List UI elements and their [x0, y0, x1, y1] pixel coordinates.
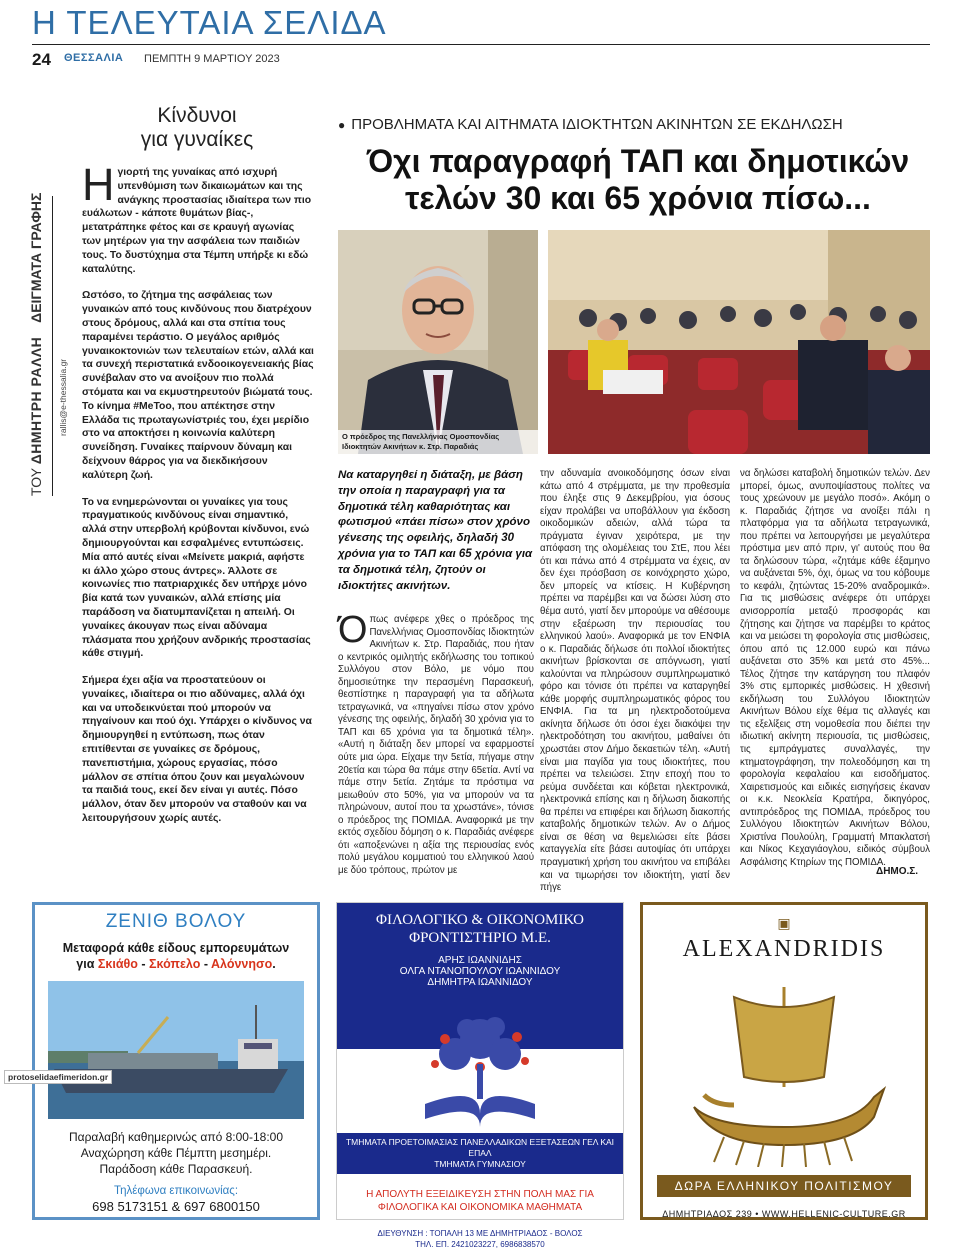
column-paragraph: Ηγιορτή της γυναίκας από ισχυρή υπενθύμιση των δικαιωμάτων και της ανάγκης προστασίας ιδιαίτερα των πιο ευάλωτων - κάποτε θυμάτων βίας-, μετατράπηκε φέτος και σε κραυγή αγωνίας των μητέρων για την ασφάλεια των παιδιών τους. Το δυστύχημα στα Τέμπη υπήρξε κι εδώ καταλύτης.: [82, 159, 312, 275]
byline-text: [28, 186, 44, 496]
column-paragraph: Σήμερα έχει αξία να προστατεύουν οι γυναίκες, ιδιαίτερα οι πιο αδύναμες, αλλά όχι και να υποδεικνύεται πού μπορούν να πηγαίνουν και πού όχι. Υπάρχει ο κίνδυνος να δημιουργηθεί η εντύπωση, πως όταν επιτίθενται σε γυναίκες σε δρόμους, πανεπιστήμια, χώρους εργασίας, πόσο μάλλον σε σπίτια όπου ζουν και μεγαλώνουν τα παιδιά τους, εκεί δεν είναι γι αυτές. Πόσο μάλλον, όταν δεν μπορούν να σταθούν και να λειτουργήσουν χωρίς αυτές.: [82, 675, 312, 825]
article-lede: Να καταργηθεί η διάταξη, με βάση την οποία η παραγραφή για τα δημοτικά τέλη καθαριότητας και φωτισμού «πάει πίσω» στον χρόνο γένεσης της οφειλής, δηλαδή 30 χρόνια για το ΤΑΠ και 65 χρόνια για τα δημοτικά τέλη, ζητούν οι ιδιοκτήτες ακινήτων.: [338, 469, 533, 592]
zenith-schedule: [35, 1129, 317, 1177]
page-number: 24: [32, 50, 51, 69]
zenith-line1: Μεταφορά κάθε είδους εμπορευμάτων: [62, 941, 290, 955]
school-band-line: ΤΜΗΜΑΤΑ ΓΥΜΝΑΣΙΟΥ: [434, 1159, 526, 1169]
school-contact: [337, 1228, 623, 1250]
school-title: ΦΡΟΝΤΙΣΤΗΡΙΟ Μ.Ε.: [409, 930, 551, 946]
zenith-info: Αναχώρηση κάθε Πέμπτη μεσημέρι.: [80, 1146, 272, 1160]
ad-school[interactable]: [336, 902, 624, 1249]
school-slogan: [337, 1188, 623, 1214]
school-slogan-line: Η ΑΠΟΛΥΤΗ ΕΞΕΙΔΙΚΕΥΣΗ ΣΤΗΝ ΠΟΛΗ ΜΑΣ ΓΙΑ: [366, 1189, 594, 1200]
meander-icon: ▣: [777, 915, 791, 931]
school-name: ΟΛΓΑ ΝΤΑΝΟΠΟΥΛΟΥ ΙΩΑΝΝΙΔΟΥ: [399, 966, 561, 977]
ad-zenith[interactable]: [32, 902, 320, 1220]
column-title: [82, 104, 312, 152]
article-signature: ΔΗΜΟ.Σ.: [876, 866, 919, 877]
book-tree-icon: [405, 1009, 555, 1129]
header-rule: [32, 44, 930, 45]
article-kicker: ● ΠΡΟΒΛΗΜΑΤΑ ΚΑΙ ΑΙΤΗΜΑΤΑ ΙΔΙΟΚΤΗΤΩΝ ΑΚΙΝΗΤΩΝ ΣΕ ΕΚΔΗΛΩΣΗ: [338, 116, 843, 133]
school-slogan-line: ΦΙΛΟΛΟΓΙΚΑ ΚΑΙ ΟΙΚΟΝΟΜΙΚΑ ΜΑΘΗΜΑΤΑ: [377, 1202, 583, 1213]
byline-author: ΔΗΜΗΤΡΗ ΡΑΛΛΗ: [28, 336, 44, 465]
school-band: [337, 1133, 623, 1174]
watermark: protoselidaefimeridon.gr: [4, 1070, 112, 1084]
portrait-image: [338, 230, 538, 454]
issue-date: ΠΕΜΠΤΗ 9 ΜΑΡΤΙΟΥ 2023: [144, 53, 280, 65]
column-title-line: Κίνδυνοι: [157, 104, 237, 127]
paper-name: ΘΕΣΣΑΛΙΑ: [64, 52, 124, 64]
school-title: ΦΙΛΟΛΟΓΙΚΟ & ΟΙΚΟΝΟΜΙΚΟ: [376, 912, 584, 928]
headline-line: τελών 30 και 65 χρόνια πίσω...: [405, 180, 871, 216]
column-body: [82, 159, 314, 839]
audience-photo: [548, 230, 930, 454]
column-paragraph: Ωστόσο, το ζήτημα της ασφάλειας των γυναικών από τους κινδύνους που διατρέχουν στους δρόμους, αλλά και στα σπίτια τους παραμένει τεράστιο. Ο μεγάλος αριθμός γυναικοκτονιών των τελευταίων ετών, αλλά και τα συνεχή περιστατικά ενδοοικογενειακής βίας συνέβαλαν στο να ανοίξουν πιο πολλά στόματα και να εκμυστηρευτούν βιώματά τους. Το κίνημα #MeToo, που απέκτησε στην Ελλάδα τις πρωταγωνίστριές του, έχει μερίδιο στο να αποκτήσει η κοινωνία καλύτερη συνείδηση. Γυναίκες παίρνουν δύναμη και δείχνουν θάρρος για να διεκδικήσουν καλύτερη ζωή.: [82, 290, 314, 481]
zenith-phones[interactable]: 698 5173151 & 697 6800150: [92, 1199, 260, 1214]
column-title-line: για γυναίκες: [140, 128, 254, 151]
article-column-3: να δηλώσει καταβολή δημοτικών τελών. Δεν μπορεί, όμως, ανυποψίαστους πολίτες να τους χρεώνουν με μεγάλο ποσό». Ακόμη ο κ. Παραδιάς ζήτησε να ανοίξει πάλι η πλατφόρμα για τα αδήλωτα τετραγωνικά, που πρέπει να λειτουργήσει με μεγαλύτερα πρόστιμα μεν από πριν, γι' αυτούς που θα τα δηλώσουν τώρα, «ζητάμε κάθε έξαμηνο να αυξάνεται 5%, όχι, όμως να του κόβουμε το κεφάλι, ζητώντας 15-20% αναδρομικά». Για τις μισθώσεις ανέφερε ότι υπάρχει ανισορροπία μεταξύ προσφοράς και ζήτησης και ζήτησε να παρέμβει το κράτος και να μειώσει τη φορολογία στις μισθώσεις, όπου από τις 12.000 ευρώ και πάνω αυξάνεται στο 35% και μετά στο 45%... Τέλος ζήτησε την κατάργηση του πλαφόν 3% στις εμπορικές μισθώσεις. Η χθεσινή εκδήλωση του Συλλόγου Ιδιοκτητών Ακινήτων Βόλου είχε θέμα τις αλλαγές και τις εξελίξεις στη νομοθεσία που διέπει την ιδιωτική ακίνητη περιουσία, τις μισθώσεις, τις εμπράγματες συναλλαγές, την κτηματογράφηση, την πολεοδόμηση και τη φορολογία κεφαλαίου και εισοδήματος. Χαιρετισμούς και ειδικές εισηγήσεις έκαναν οι κ.κ. Νεοκλεία Κρατήρα, δικηγόρος, αντιπρόεδρος της ΠΟΜΙΔΑ, πρόεδρος του Συλλόγου Ιδιοκτητών Ακινήτων Βόλου, Χριστίνα Πουλούλη, Γραμματή Μπακλατσή και Νίκος Κεχαγιάογλου, ειδικός σύμβουλ Ασφάλισης Κτηρίων της ΠΟΜΙΔΑ.: [740, 468, 930, 868]
zenith-title: ΖΕΝΙΘ ΒΟΛΟΥ: [105, 911, 247, 932]
ship-image: [48, 981, 304, 1119]
dropcap: Η: [82, 159, 115, 210]
column-paragraph: Το να ενημερώνονται οι γυναίκες για τους πραγματικούς κινδύνους είναι σημαντικό, αλλά στην υπερβολή κρύβονται κίνδυνοι, ενώ δημιουργούνται και εσφαλμένες εντυπώσεις. Μία από αυτές είναι «Μείνετε μακριά, αφήστε κι άλλο χώρο στους άντρες». Άλλοτε σε κοινωνίες πιο πατριαρχικές δεν υπήρχε μόνο βία κατά των γυναικών, αλλά επίσης μία παράδοση να διατυμπανίζεται η απειλή. Οι γυναίκες άκουγαν πως είναι αδύναμα πλάσματα που χρήζουν ανδρικής προστασίας κάθε στιγμή.: [82, 496, 311, 660]
president-photo: [338, 230, 538, 454]
school-address: ΔΙΕΥΘΥΝΣΗ : ΤΟΠΑΛΗ 13 ΜΕ ΔΗΜΗΤΡΙΑΔΟΣ - ΒΟΛΟΣ: [377, 1229, 583, 1238]
alex-address[interactable]: ΔΗΜΗΤΡΙΑΔΟΣ 239 • WWW.HELLENIC-CULTURE.GR: [662, 1209, 906, 1219]
bullet-icon: ●: [338, 118, 346, 132]
byline-rubric: ΔΕΙΓΜΑΤΑ ΓΡΑΦΗΣ: [28, 192, 44, 323]
school-name: ΑΡΗΣ ΙΩΑΝΝΙΔΗΣ: [438, 955, 522, 966]
byline: [28, 186, 68, 496]
byline-prefix: ΤΟΥ: [28, 468, 44, 496]
alex-tagline: ΔΩΡΑ ΕΛΛΗΝΙΚΟΥ ΠΟΛΙΤΙΣΜΟΥ: [657, 1175, 911, 1197]
section-title: Η ΤΕΛΕΥΤΑΙΑ ΣΕΛΙΔΑ: [32, 4, 387, 41]
article-dropcap: Ό: [338, 609, 368, 651]
article-column-1: Όπως ανέφερε χθες ο πρόεδρος της Πανελλήνιας Ομοσπονδίας Ιδιοκτητών Ακινήτων κ. Στρ. Παραδιάς, που ήταν ο κεντρικός ομιλητής εκδήλωσης του τοπικού Συλλόγου στον Βόλο, με νόμο που δημοσιεύτηκε την περασμένη Παρασκευή, θεσπίστηκε η παραγραφή για τα αδήλωτα τετραγωνικά, να «πηγαίνει πίσω στον χρόνο γένεσης της οφειλής, δηλαδή 30 χρόνια για το ΤΑΠ και 65 χρόνια για τα δημοτικά τέλη». «Αυτή η διάταξη δεν μπορεί να εφαρμοστεί ούτε μια ώρα. Είχαμε την 5ετία, πήγαμε στην 20ετία και τώρα θα πάμε στην 65ετία. Αντί να πάμε στην 5ετία. Ζητάμε τα πρόστιμα να μειωθούν στο 50%, για να μπορούν να τα πληρώνουν, αυτοί που τα χρωστάνε», τόνισε ο πρόεδρος της ΠΟΜΙΔΑ. Αναφορικά με την εκτός σχεδίου δόμηση ο κ. Παραδιάς ανέφερε ότι «αποξενώνει η αξία της περιουσίας ενός πολύ μεγάλου κομματιού του ελληνικού λαού με δύο τρόπους, πρώτον με: [338, 609, 534, 876]
trireme-icon: [674, 977, 894, 1167]
school-name: ΔΗΜΗΤΡΑ ΙΩΑΝΝΙΔΟΥ: [427, 977, 533, 988]
ad-alexandridis[interactable]: [640, 902, 928, 1220]
article-column-2: την αδυναμία ανοικοδόμησης όσων είναι κάτω από 4 στρέμματα, με την προθεσμία που έληξε στις 9 Δεκεμβρίου, για όσους είχαν προλάβει να υποβάλλουν για έκδοση οικοδομικών αδειών, αλλά τώρα τα πράγματα έγιναν χειρότερα, με την απόφαση της ολομέλειας του ΣτΕ, που λέει ότι και πάνω από 4 στρέμματα να έχεις, αν δεν έχει πρόσβαση σε κοινόχρηστο χώρο, δεν μπορείς να κτίσεις. Η Κυβέρνηση πρέπει να παρέμβει και να δώσει λύση στο θέμα αυτό, γιατί δεν μπορούμε να αθέσουμε στην εξαέρωση την περιουσίας του ελληνικού λαού». Αναφορικά με τον ΕΝΦΙΑ ο κ. Παραδιάς δήλωσε ότι πολλοί ιδιοκτήτες ακινήτων βρίσκονται σε απόγνωση, γιατί καλούνται να πληρώσουν συμπληρωματικό φόρο και τόνισε ότι πρέπει να καταργηθεί κάθε μορφής συμπληρωματικός φόρος του ΕΝΦΙΑ. Για τα μη ηλεκτροδοτούμενα ακίνητα δήλωσε ότι όσοι έχει διακόψει την ηλεκτροδότηση του ακινήτου, μαθαίνει ότι χρωστάει στον Δήμο δεκαετιών τέλη. «Αυτή είναι μια παγίδα για τους ιδιοκτήτες, που πρέπει να τελειώσει. Στην εποχή που το ρεύμα συνδέεται και κόβεται ηλεκτρονικά, ηλεκτρονικά επίσης και η δήλωση διακοπής θα πρέπει να επιφέρει και δήλωση διακοπής καταβολής δημοτικών τελών. Αν ο Δήμος είναι σε θέση να θεμελιώσει είτε βάσει καταγγελία είτε βάσει αυτοψίας ότι υπάρχει πραγματική χρήση του ακινήτου να επιβάλει και να τιμωρήσει τον ιδιοκτήτη, γιατί δεν πήγε: [540, 468, 730, 894]
zenith-info: Παραλαβή καθημερινώς από 8:00-18:00: [68, 1130, 284, 1144]
author-email[interactable]: rallis@e-thessalia.gr: [58, 358, 68, 436]
headline-line: Όχι παραγραφή ΤΑΠ και δημοτικών: [366, 143, 910, 179]
zenith-line2: για Σκιάθο - Σκόπελο - Αλόννησο.: [76, 957, 276, 971]
school-phone[interactable]: ΤΗΛ. ΕΠ. 2421023227, 6986838570: [415, 1240, 545, 1249]
zenith-phones-label: Τηλέφωνα επικοινωνίας:: [113, 1185, 239, 1197]
photo-caption: Ο πρόεδρος της Πανελλήνιας Ομοσπονδίας Ιδιοκτητών Ακινήτων κ. Στρ. Παραδιάς: [338, 430, 538, 454]
alex-brand: ALEXANDRIDIS: [682, 936, 886, 962]
school-band-line: ΤΜΗΜΑΤΑ ΠΡΟΕΤΟΙΜΑΣΙΑΣ ΠΑΝΕΛΛΑΔΙΚΩΝ ΕΞΕΤΑΣΕΩΝ ΓΕΛ ΚΑΙ ΕΠΑΛ: [345, 1137, 615, 1158]
article-headline: [338, 143, 938, 217]
audience-image: [548, 230, 930, 454]
zenith-info: Παράδοση κάθε Παρασκευή.: [99, 1162, 253, 1176]
